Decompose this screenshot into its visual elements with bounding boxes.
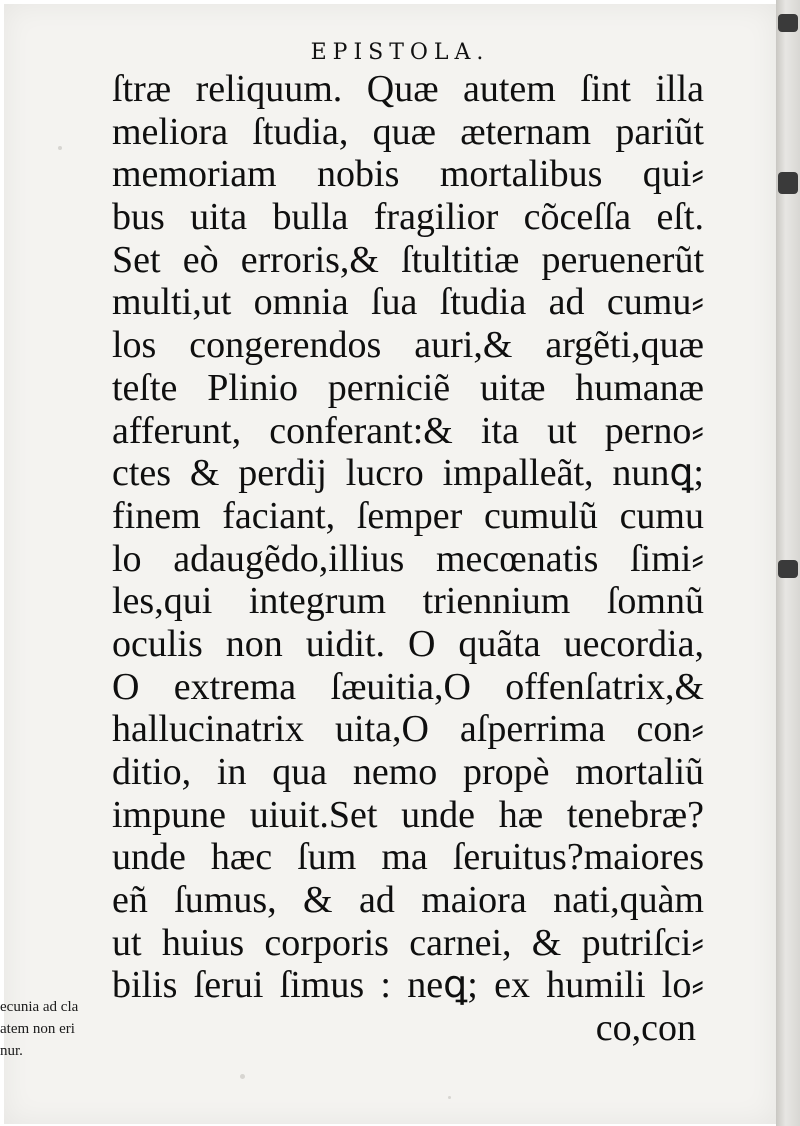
text-line: oculis non uidit. O quãta uecordia, (112, 622, 704, 665)
running-header: EPISTOLA. (310, 40, 490, 65)
marginal-note-line: ecunia ad cla (0, 999, 79, 1015)
text-line: unde hæc ſum ma ſeruitus?maiores (112, 836, 704, 879)
text-line: lo adaugẽdo,illius mecœnatis ſimi⸗ (112, 537, 704, 580)
text-line: finem faciant, ſemper cumulũ cumu (112, 494, 704, 537)
text-line: memoriam nobis mortalibus qui⸗ (112, 153, 704, 196)
binding-tab (778, 560, 798, 578)
paper-speck (58, 146, 62, 150)
text-line: ut huius corporis carnei, & putriſci⸗ (112, 921, 704, 964)
text-line: les,qui integrum triennium ſomnũ (112, 580, 704, 623)
binding-tab (778, 14, 798, 32)
text-line: O extrema ſæuitia,O offenſatrix,& (112, 665, 704, 708)
text-line: eñ ſumus, & ad maiora nati,quàm (112, 879, 704, 922)
text-line: los congerendos auri,& argẽti,quæ (112, 324, 704, 367)
binding-tab (778, 172, 798, 194)
text-line: hallucinatrix uita,O aſperrima con⸗ (112, 708, 704, 751)
text-line: ctes & perdij lucro impalleãt, nunꝗ; (112, 452, 704, 495)
text-line: impune uiuit.Set unde hæ tenebræ? (112, 793, 704, 836)
text-line: bus uita bulla fragilior cõceſſa eſt. (112, 196, 704, 239)
marginal-note-line: atem non eri (0, 1021, 75, 1037)
text-line: ſtræ reliquum. Quæ autem ſint illa (112, 68, 704, 110)
text-line: multi,ut omnia ſua ſtudia ad cumu⸗ (112, 281, 704, 324)
text-line: bilis ſerui ſimus : neꝗ; ex humili lo⸗ (112, 964, 704, 1007)
catchword: co,con (595, 1007, 696, 1050)
body-text (112, 68, 704, 1050)
text-line: teſte Plinio perniciẽ uitæ humanæ (112, 366, 704, 409)
marginal-note-line: nur. (0, 1043, 23, 1059)
text-line: ditio, in qua nemo propè mortaliũ (112, 751, 704, 793)
text-line: meliora ſtudia, quæ æternam pariũt (112, 110, 704, 153)
text-line: Set eò erroris,& ſtultitiæ peruenerũt (112, 238, 704, 281)
text-line: afferunt, conferant:& ita ut perno⸗ (112, 409, 704, 452)
paper-speck (448, 1096, 451, 1099)
paper-speck (240, 1074, 245, 1079)
marginal-note (0, 996, 112, 1062)
